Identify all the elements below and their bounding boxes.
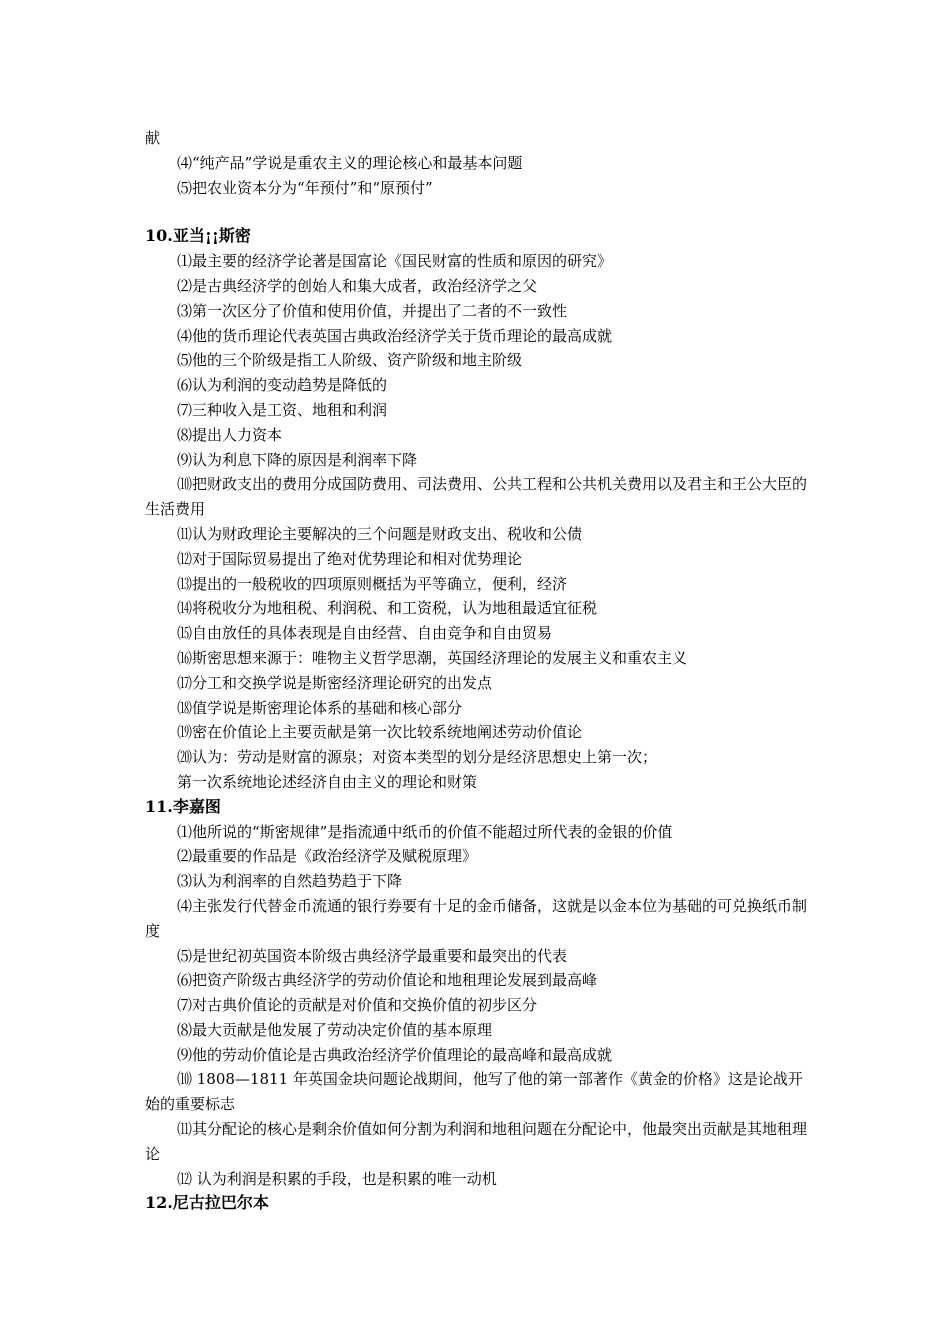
list-item: ⑻提出人力资本: [177, 425, 283, 444]
list-item: ⑸是世纪初英国资本阶级古典经济学最重要和最突出的代表: [177, 946, 568, 965]
list-item: ⒆密在价值论上主要贡献是第一次比较系统地阐述劳动价值论: [177, 723, 583, 742]
list-item: ⑽把财政支出的费用分成国防费用、司法费用、公共工程和公共机关费用以及君主和王公大臣的生活费用: [145, 475, 808, 519]
list-item: ⑷“纯产品”学说是重农主义的理论核心和最基本问题: [177, 153, 523, 172]
list-item: ⑼他的劳动价值论是古典政治经济学价值理论的最高峰和最高成就: [177, 1045, 613, 1064]
list-item: ⑶认为利润率的自然趋势趋于下降: [177, 872, 403, 891]
section-gap: [145, 200, 810, 224]
list-item: ⒀提出的一般税收的四项原则概括为平等确立，便利，经济: [177, 574, 568, 593]
carry-over-text: 献: [145, 129, 161, 147]
list-item: ⑹把资产阶级古典经济学的劳动价值论和地租理论发展到最高峰: [177, 971, 598, 990]
list-item: ⑸把农业资本分为“年预付”和“原预付”: [177, 178, 433, 197]
section-heading-smith: 10.亚当¡¡斯密: [145, 226, 251, 246]
list-item: ⒂自由放任的具体表现是自由经营、自由竞争和自由贸易: [177, 624, 553, 643]
list-item: ⑵是古典经济学的创始人和集大成者，政治经济学之父: [177, 276, 538, 295]
list-item: ⑾认为财政理论主要解决的三个问题是财政支出、税收和公债: [177, 524, 583, 543]
list-item: ⑽ 1808—1811 年英国金块问题论战期间，他写了他的第一部著作《黄金的价格》这是论战开始的重要标志: [145, 1070, 803, 1114]
list-item: ⑷主张发行代替金币流通的银行券要有十足的金币储备，这就是以金本位为基础的可兑换纸币制度: [145, 896, 808, 940]
list-item: ⑺三种收入是工资、地租和利润: [177, 400, 388, 419]
section-heading-ricardo: 11.李嘉图: [145, 796, 221, 816]
list-item: ⑸他的三个阶级是指工人阶级、资产阶级和地主阶级: [177, 351, 523, 370]
list-item: ⒄分工和交换学说是斯密经济理论研究的出发点: [177, 673, 493, 692]
list-item: ⑻最大贡献是他发展了劳动决定价值的基本原理: [177, 1020, 493, 1039]
list-item: ⑹认为利润的变动趋势是降低的: [177, 376, 388, 395]
list-item: ⒁将税收分为地租税、利润税、和工资税，认为地租最适宜征税: [177, 599, 598, 618]
list-item: ⑾其分配论的核心是剩余价值如何分割为利润和地租问题在分配论中，他最突出贡献是其地租理论: [145, 1120, 808, 1163]
section-heading-barbon: 12.尼古拉巴尔本: [145, 1193, 269, 1213]
list-item: ⑷他的货币理论代表英国古典政治经济学关于货币理论的最高成就: [177, 326, 613, 345]
list-item: ⑶第一次区分了价值和使用价值，并提出了二者的不一致性: [177, 301, 568, 320]
list-item: ⑵最重要的作品是《政治经济学及赋税原理》: [177, 847, 478, 866]
list-item: ⑼认为利息下降的原因是利润率下降: [177, 450, 418, 469]
list-item: ⑴他所说的“斯密规律”是指流通中纸币的价值不能超过所代表的金银的价值: [177, 822, 673, 841]
list-item: ⑺对古典价值论的贡献是对价值和交换价值的初步区分: [177, 996, 538, 1015]
list-item: ⑿对于国际贸易提出了绝对优势理论和相对优势理论: [177, 549, 523, 568]
list-item: ⒇认为：劳动是财富的源泉；对资本类型的划分是经济思想史上第一次；: [177, 748, 658, 767]
list-item: 第一次系统地论述经济自由主义的理论和财策: [177, 772, 478, 791]
list-item: ⑴最主要的经济学论著是国富论《国民财富的性质和原因的研究》: [177, 252, 613, 271]
document-page: [145, 126, 810, 1216]
list-item: ⒅值学说是斯密理论体系的基础和核心部分: [177, 698, 463, 717]
list-item: ⑿ 认为利润是积累的手段，也是积累的唯一动机: [177, 1169, 497, 1188]
list-item: ⒃斯密思想来源于：唯物主义哲学思潮，英国经济理论的发展主义和重农主义: [177, 648, 688, 667]
